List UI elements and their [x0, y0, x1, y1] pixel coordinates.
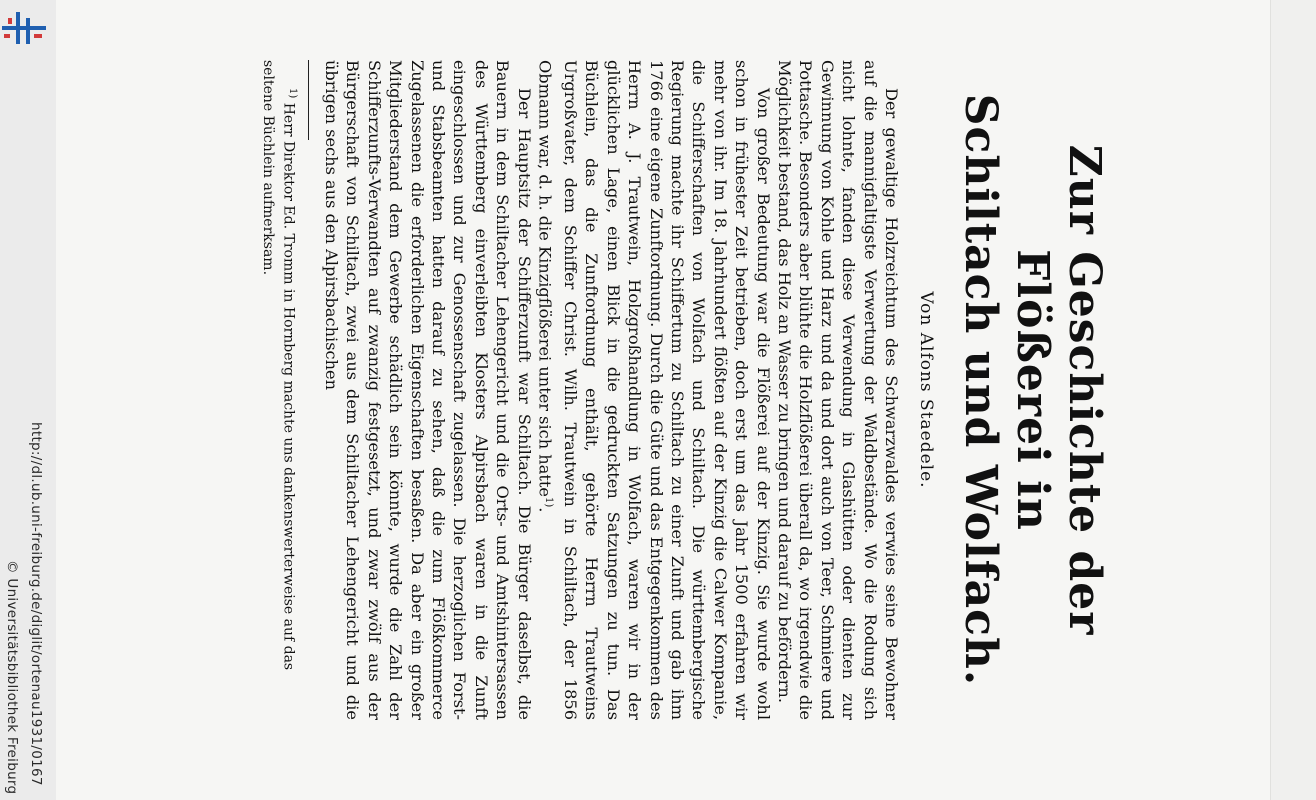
footnote-divider: [308, 60, 309, 140]
source-url[interactable]: http://dl.ub.uni-freiburg.de/diglit/ortenau1931/0167: [28, 422, 44, 786]
attribution: [0, 0, 56, 800]
article-body: [321, 60, 902, 720]
paragraph-2-text: Von großer Bedeutung war die Flößerei auf der Kinzig. Sie wurde wohl schon in frühester Zeit betrieben, doch erst um das Jahr 1500 erfahren wir mehr von ihr. Im 18. Jahrhundert flößten auf der Kinzig die Calwer Kompanie, die Schifferschaften von Wolfach und Schiltach. Die württembergische Regierung machte ihr Schiffertum zu Schiltach zu einer Zunft und gab ihm 1766 eine eigene Zunftordnung. Durch die Güte und das Entgegenkommen des Herrn A. J. Trautwein, Holzgroßhandlung in Wolfach, waren wir in der glücklichen Lage, einen Blick in die gedruckten Satzungen zu tun. Das Büchlein, das die Zunftordnung enthält, gehörte Herrn Trautweins Urgroßvater, dem Schiffer Christ. Wilh. Trautwein in Schiltach, der 1856 Obmann war, d. h. die Kinzigflößerei unter sich hatte: [536, 60, 773, 720]
paragraph-2-end: .: [536, 507, 556, 513]
title-line-1: Zur Geschichte der Flößerei in: [1007, 144, 1110, 636]
article-title: [954, 60, 1110, 720]
author-line: Von Alfons Staedele.: [916, 291, 936, 489]
article-page: [150, 60, 1110, 720]
title-line-2: Schiltach und Wolfach.: [955, 93, 1006, 687]
page-edge: [1270, 0, 1316, 800]
paragraph-2: [535, 60, 774, 720]
paragraph-3: Der Hauptsitz der Schifferzunft war Schiltach. Die Bürger daselbst, die Bauern in dem Schiltacher Lehengericht und die Orts- und Amtshintersassen des Württemberg einverleibten Klosters Alpirsbach waren in die Zunft eingeschlossen und zur Genossenschaft zugelassen. Die herzoglichen Forst- und Stabsbeamten hatten darauf zu sehen, daß die zum Flößkommerce Zugelassenen die erforderlichen Eigenschaften besaßen. Da aber ein großer Mitgliederstand dem Gewerbe schädlich sein könnte, wurde die Zahl der Schifferzunfts-Verwandten auf zwanzig festgesetzt, und zwar zwölf aus der Bürgerschaft von Schiltach, zwei aus dem Schiltacher Lehengericht und die übrigen sechs aus den Alpirsbachischen: [322, 60, 534, 720]
footnote-mark: 1): [286, 88, 298, 99]
footnote-text: Herr Direktor Ed. Tromm in Hornberg machte uns dankenswerterweise auf das seltene Büchlein aufmerksam.: [259, 60, 296, 671]
footnote-reference: 1): [543, 496, 555, 508]
footnote: [258, 60, 302, 720]
attribution-strip: [0, 0, 56, 800]
copyright-notice: © Universitätsbibliothek Freiburg: [4, 560, 20, 795]
paragraph-1: Der gewaltige Holzreichtum des Schwarzwaldes verwies seine Bewohner auf die mannigfaltigste Verwertung der Waldbestände. Wo die Rodung sich nicht lohnte, fanden diese Verwendung in Glashütten oder dienten zur Gewinnung von Kohle und Harz und da und dort auch von Teer, Schmiere und Pottasche. Besonders aber blühte die Holzflößerei überall da, wo irgendwie die Möglichkeit bestand, das Holz an Wasser zu bringen und darauf zu befördern.: [774, 60, 901, 720]
